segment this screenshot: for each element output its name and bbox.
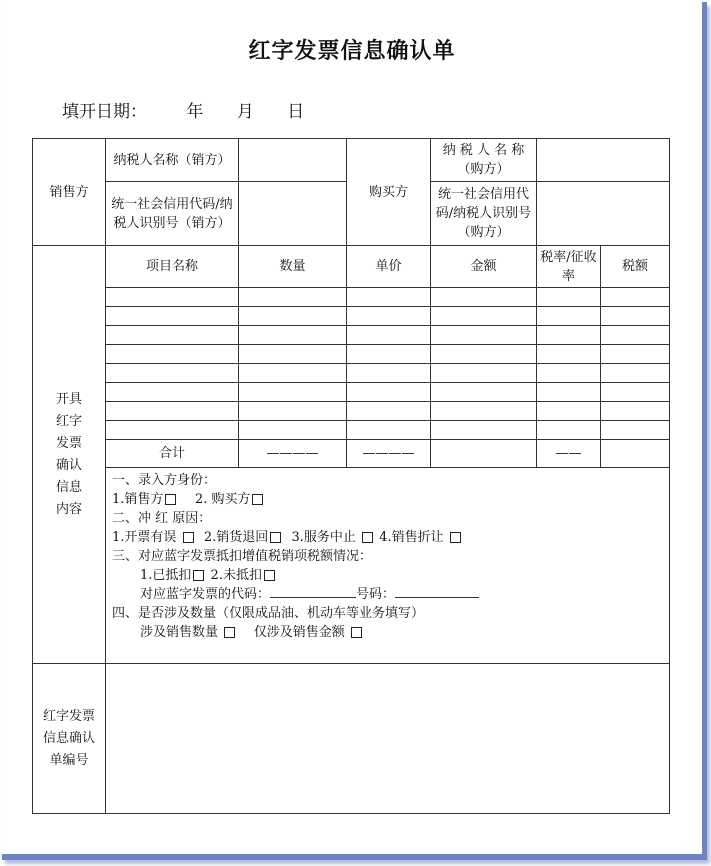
notes-line-6	[112, 566, 663, 585]
total-price-dash: ————	[347, 440, 431, 468]
notes-line-3: 二、冲 红 原因：	[112, 511, 212, 526]
seller-section-label: 销售方	[33, 139, 106, 246]
reason-error-label: 1.开票有误	[112, 530, 177, 545]
total-rate-dash: ——	[537, 440, 601, 468]
confirm-number-label	[33, 664, 106, 814]
blue-invoice-code-label: 对应蓝字发票的代码：	[140, 587, 271, 602]
blue-invoice-number-field[interactable]	[395, 585, 479, 598]
buyer-id-field[interactable]	[537, 182, 670, 246]
reason-discount-label: 4.销售折让	[379, 530, 444, 545]
content-section-label	[33, 246, 106, 664]
deducted-checkbox[interactable]	[193, 570, 204, 581]
issue-date-label: 填开日期：	[62, 102, 147, 122]
item-row[interactable]	[33, 383, 670, 402]
reason-service-stop-checkbox[interactable]	[362, 532, 373, 543]
confirmation-form-table	[32, 138, 670, 814]
year-label: 年	[186, 102, 204, 122]
reason-return-label: 2.销货退回	[203, 530, 269, 545]
confirm-number-text: 红字发票信息确认单编号	[42, 708, 95, 768]
deducted-label: 1.已抵扣	[140, 568, 192, 583]
notes-line-4	[112, 528, 663, 547]
buyer-id-label: 统一社会信用代码/纳税人识别号（购方）	[431, 182, 537, 246]
month-label: 月	[236, 102, 254, 122]
notes-line-8: 四、是否涉及数量（仅限成品油、机动车等业务填写）	[112, 606, 425, 621]
item-row[interactable]	[33, 288, 670, 307]
col-quantity: 数量	[239, 246, 347, 288]
buyer-checkbox[interactable]	[252, 494, 263, 505]
buyer-name-field[interactable]	[537, 139, 670, 182]
item-row[interactable]	[33, 421, 670, 440]
seller-id-label: 统一社会信用代码/纳税人识别号（销方）	[106, 182, 239, 246]
blue-invoice-code-field[interactable]	[270, 585, 356, 598]
amount-only-checkbox[interactable]	[351, 627, 362, 638]
blue-invoice-number-label: 号码：	[356, 587, 396, 602]
col-tax-rate: 税率/征收率	[537, 246, 601, 288]
not-deducted-checkbox[interactable]	[264, 570, 275, 581]
reason-return-checkbox[interactable]	[270, 532, 281, 543]
total-tax-field[interactable]	[601, 440, 670, 468]
col-unit-price: 单价	[347, 246, 431, 288]
notes-block	[106, 468, 670, 664]
buyer-option-label: 2. 购买方	[194, 492, 251, 507]
notes-line-9	[112, 623, 663, 642]
buyer-name-label: 纳 税 人 名 称（购方）	[431, 139, 537, 182]
notes-line-1: 一、录入方身份：	[112, 473, 217, 488]
buyer-section-label: 购买方	[347, 139, 431, 246]
total-amount-field[interactable]	[431, 440, 537, 468]
reason-error-checkbox[interactable]	[183, 532, 194, 543]
col-amount: 金额	[431, 246, 537, 288]
item-row[interactable]	[33, 307, 670, 326]
seller-name-field[interactable]	[239, 139, 347, 182]
notes-line-2	[112, 490, 663, 509]
seller-name-label: 纳税人名称（销方）	[106, 139, 239, 182]
not-deducted-label: 2.未抵扣	[210, 568, 262, 583]
notes-line-7	[112, 585, 663, 604]
seller-option-label: 1.销售方	[112, 492, 164, 507]
seller-checkbox[interactable]	[165, 494, 176, 505]
amount-only-label: 仅涉及销售金额	[253, 625, 345, 640]
total-label: 合计	[106, 440, 239, 468]
seller-id-field[interactable]	[239, 182, 347, 246]
day-label: 日	[287, 102, 305, 122]
item-row[interactable]	[33, 402, 670, 421]
issue-date-row	[62, 97, 318, 122]
involves-quantity-label: 涉及销售数量	[140, 625, 219, 640]
item-row[interactable]	[33, 364, 670, 383]
form-title: 红字发票信息确认单	[248, 39, 456, 64]
involves-quantity-checkbox[interactable]	[224, 627, 235, 638]
col-tax-amount: 税额	[601, 246, 670, 288]
notes-line-5: 三、对应蓝字发票抵扣增值税销项税额情况：	[112, 549, 373, 564]
reason-service-stop-label: 3.服务中止	[291, 530, 356, 545]
item-row[interactable]	[33, 345, 670, 364]
reason-discount-checkbox[interactable]	[450, 532, 461, 543]
content-section-text: 开具红字发票确认信息内容	[55, 391, 82, 517]
item-row[interactable]	[33, 326, 670, 345]
confirm-number-field[interactable]	[106, 664, 670, 814]
total-quantity-dash: ————	[239, 440, 347, 468]
col-item-name: 项目名称	[106, 246, 239, 288]
